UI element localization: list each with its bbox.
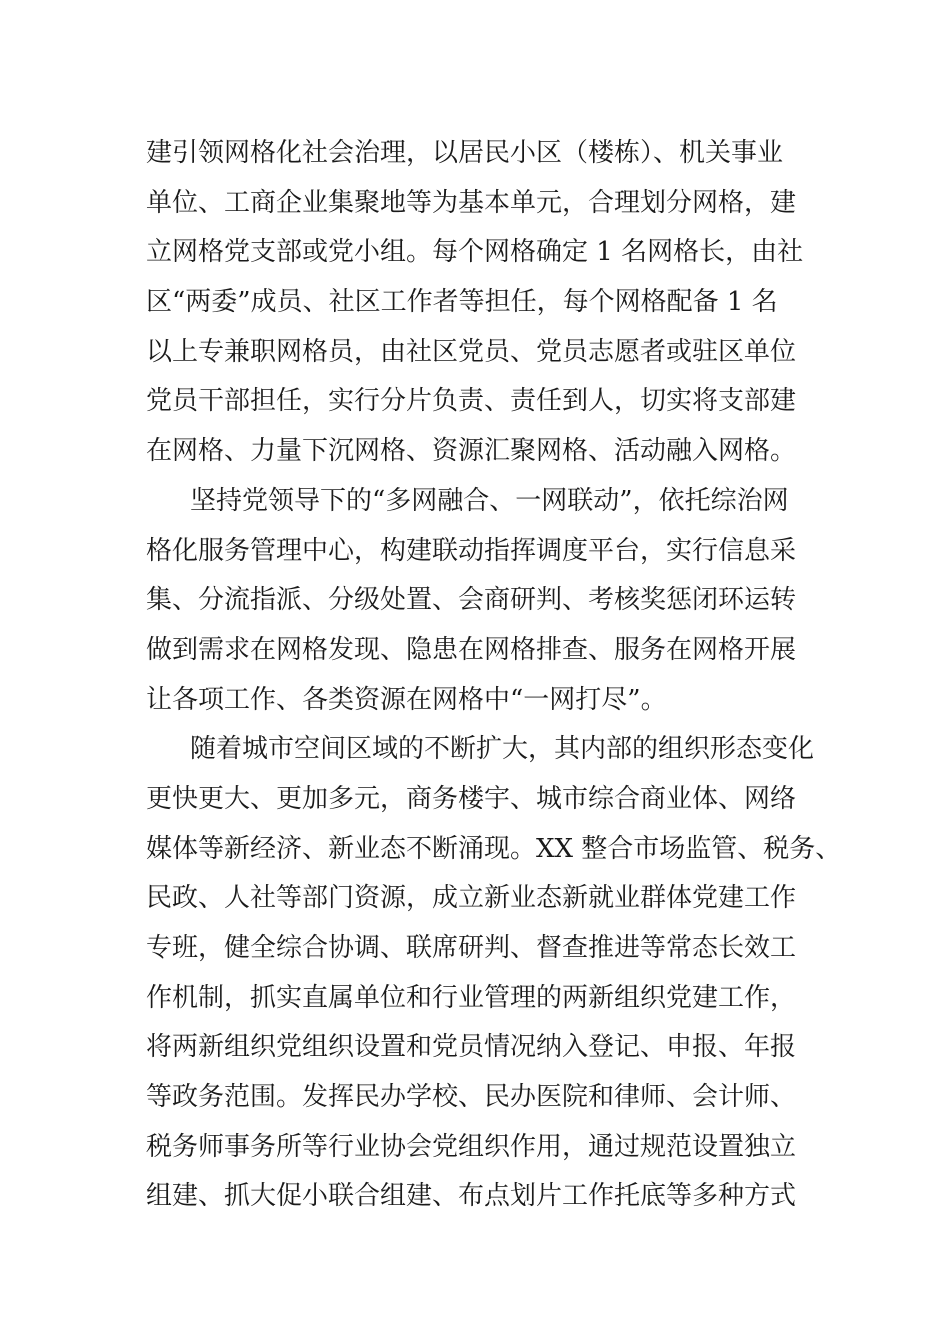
text-line: 建引领网格化社会治理，以居民小区（楼栋）、机关事业 xyxy=(146,138,784,168)
text-line: 更快更大、更加多元，商务楼宇、城市综合商业体、网络 xyxy=(146,783,797,814)
text-line: 等政务范围。发挥民办学校、民办医院和律师、会计师、 xyxy=(146,1082,797,1113)
text-line-first: 随着城市空间区域的不断扩大，其内部的组织形态变化 xyxy=(190,734,815,765)
text-line: 做到需求在网格发现、隐患在网格排查、服务在网格开展 xyxy=(146,634,797,665)
paragraph-1 xyxy=(146,129,816,477)
paragraph-2 xyxy=(146,477,816,725)
text-line: 媒体等新经济、新业态不断涌现。XX 整合市场监管、税务、 xyxy=(146,833,842,864)
text-line: 组建、抓大促小联合组建、布点划片工作托底等多种方式 xyxy=(146,1181,797,1212)
text-line: 税务师事务所等行业协会党组织作用，通过规范设置独立 xyxy=(146,1131,797,1162)
text-line: 立网格党支部或党小组。每个网格确定 1 名网格长，由社 xyxy=(146,237,804,268)
text-line: 专班，健全综合协调、联席研判、督查推进等常态长效工 xyxy=(146,933,797,963)
body-text xyxy=(146,129,842,1222)
text-line-first: 坚持党领导下的“多网融合、一网联动”，依托综治网 xyxy=(190,485,789,516)
text-line: 党员干部担任，实行分片负责、责任到人，切实将支部建 xyxy=(146,386,797,417)
text-line: 作机制，抓实直属单位和行业管理的两新组织党建工作， xyxy=(146,982,797,1013)
text-line: 格化服务管理中心，构建联动指挥调度平台，实行信息采 xyxy=(146,535,797,566)
paragraph-3 xyxy=(146,725,842,1222)
text-line: 单位、工商企业集聚地等为基本单元，合理划分网格，建 xyxy=(146,187,797,218)
text-line: 在网格、力量下沉网格、资源汇聚网格、活动融入网格。 xyxy=(146,436,797,467)
text-line: 将两新组织党组织设置和党员情况纳入登记、申报、年报 xyxy=(146,1032,797,1063)
text-line: 让各项工作、各类资源在网格中“一网打尽”。 xyxy=(146,684,667,715)
text-line: 集、分流指派、分级处置、会商研判、考核奖惩闭环运转 xyxy=(146,585,797,616)
text-line: 区“两委”成员、社区工作者等担任，每个网格配备 1 名 xyxy=(146,287,778,318)
text-line: 民政、人社等部门资源，成立新业态新就业群体党建工作 xyxy=(146,883,797,914)
text-line: 以上专兼职网格员，由社区党员、党员志愿者或驻区单位 xyxy=(146,336,797,367)
